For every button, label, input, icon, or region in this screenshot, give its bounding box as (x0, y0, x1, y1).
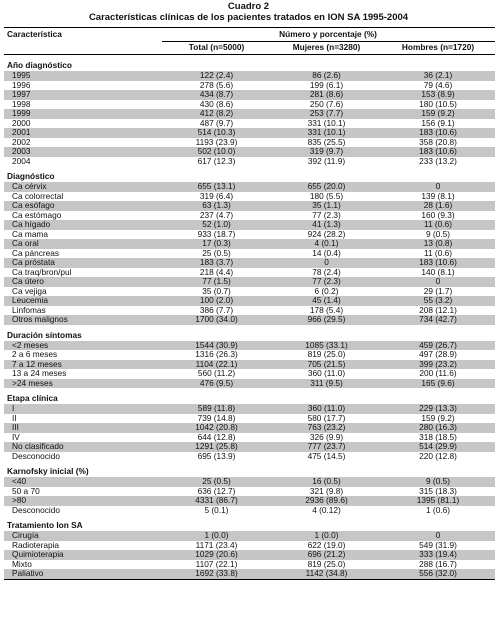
cell-men: 233 (13.2) (419, 156, 457, 166)
cell-women: 819 (25.0) (307, 559, 346, 569)
table-row (4, 147, 495, 157)
cell-total: 1544 (30.9) (162, 341, 272, 351)
row-label: 2003 (4, 147, 162, 157)
cell-men: 159 (9.2) (382, 109, 495, 119)
cell-men: 139 (8.1) (421, 191, 455, 201)
row-label: I (4, 404, 162, 414)
cell-women: 331 (10.1) (272, 128, 382, 138)
table-row (4, 487, 495, 497)
header-total: Total (n=5000) (162, 42, 272, 55)
cell-women: 331 (10.1) (307, 118, 346, 128)
table-row (4, 550, 495, 560)
section-header-row (4, 61, 495, 71)
cell-total: 1700 (34.0) (162, 315, 272, 325)
cell-women: 360 (11.0) (272, 404, 382, 414)
table-row (4, 296, 495, 306)
cell-men: 28 (1.6) (382, 201, 495, 211)
section-header-row (4, 467, 495, 477)
cell-women: 180 (5.5) (309, 191, 344, 201)
row-label: II (12, 413, 17, 423)
table-row (4, 360, 495, 370)
cell-total: 218 (4.4) (199, 267, 234, 277)
table-row (4, 433, 495, 443)
table-row (4, 220, 495, 230)
cell-total: 502 (10.0) (162, 147, 272, 157)
cell-women: 360 (11.0) (307, 369, 346, 378)
cell-men: 140 (8.1) (421, 267, 455, 277)
cell-women: 178 (5.4) (309, 305, 344, 315)
section-title: Duración síntomas (7, 330, 82, 340)
section-title: Tratamiento Ion SA (7, 521, 83, 531)
table-row (4, 90, 495, 100)
cell-women: 77 (2.3) (272, 277, 382, 287)
table-row (4, 496, 495, 506)
row-label: 50 a 70 (12, 486, 40, 496)
cell-total: 25 (0.5) (162, 477, 272, 487)
row-label: 2001 (4, 128, 162, 138)
cell-women: 319 (9.7) (272, 147, 382, 157)
cell-women: 199 (6.1) (309, 80, 344, 90)
cell-men: 280 (16.3) (382, 423, 495, 433)
table-row (4, 315, 495, 325)
table-title: Características clínicas de los pacientes tratados en ION SA 1995-2004 (88, 12, 409, 23)
cell-women: 475 (14.5) (307, 451, 346, 461)
row-label: Linfomas (12, 305, 46, 315)
cell-men: 36 (2.1) (382, 71, 495, 81)
cell-men: 514 (29.9) (382, 442, 495, 452)
cell-men: 556 (32.0) (382, 569, 495, 579)
row-label: No clasificado (4, 442, 162, 452)
cell-men: 159 (9.2) (421, 413, 455, 423)
cell-women: 763 (23.2) (272, 423, 382, 433)
cell-total: 644 (12.8) (197, 432, 236, 442)
cell-men: 0 (382, 531, 495, 541)
table-row (4, 369, 495, 379)
cell-women: 622 (19.0) (307, 540, 346, 550)
cell-women: 835 (25.5) (307, 137, 346, 147)
table-row (4, 211, 495, 221)
cell-men: 11 (0.6) (382, 220, 495, 230)
section-header-row (4, 521, 495, 531)
table-row (4, 230, 495, 240)
row-label: 1996 (12, 80, 31, 90)
row-label: <40 (4, 477, 162, 487)
cell-women: 45 (1.4) (272, 296, 382, 306)
table-row (4, 201, 495, 211)
row-label: Mixto (12, 559, 32, 569)
row-label: Otros malignos (4, 315, 162, 325)
cell-total: 430 (8.6) (199, 99, 234, 109)
cell-total: 35 (0.7) (202, 286, 231, 296)
table-row (4, 100, 495, 110)
cell-women: 819 (25.0) (307, 350, 346, 359)
cell-men: 549 (31.9) (419, 540, 457, 550)
cell-men: 399 (23.2) (382, 360, 495, 370)
cell-men: 29 (1.7) (423, 286, 453, 296)
table-row (4, 442, 495, 452)
cell-men: 165 (9.6) (382, 379, 495, 389)
table-row (4, 277, 495, 287)
table-row (4, 109, 495, 119)
table-row (4, 531, 495, 541)
cell-women: 41 (1.3) (272, 220, 382, 230)
cell-women: 78 (2.4) (312, 267, 341, 277)
section-title: Etapa clínica (7, 394, 58, 404)
header-men: Hombres (n=1720) (382, 42, 495, 55)
table-row (4, 287, 495, 297)
row-label: Cirugía (4, 531, 162, 541)
cell-men: 220 (12.8) (419, 451, 457, 461)
cell-total: 52 (1.0) (162, 220, 272, 230)
cell-total: 514 (10.3) (162, 128, 272, 138)
cell-women: 4 (0.1) (272, 239, 382, 249)
cell-women: 326 (9.9) (309, 432, 344, 442)
cell-men: 55 (3.2) (382, 296, 495, 306)
cell-women: 777 (23.7) (272, 442, 382, 452)
cell-total: 560 (11.2) (197, 369, 236, 378)
table-row (4, 404, 495, 414)
cell-women: 281 (8.6) (272, 90, 382, 100)
cell-women: 392 (11.9) (307, 156, 346, 166)
row-label: 13 a 24 meses (12, 369, 67, 378)
row-label: 2004 (12, 156, 31, 166)
table-row (4, 128, 495, 138)
row-label: 1999 (4, 109, 162, 119)
cell-total: 1316 (26.3) (195, 350, 238, 359)
cell-total: 1104 (22.1) (162, 360, 272, 370)
row-label: Ca vejiga (12, 286, 47, 296)
row-label: Ca páncreas (12, 248, 60, 258)
cell-men: 200 (11.6) (419, 369, 457, 378)
section-title: Diagnóstico (7, 172, 55, 182)
cell-total: 655 (13.1) (162, 182, 272, 192)
table-row (4, 560, 495, 570)
cell-women: 77 (2.3) (312, 210, 341, 220)
cell-women: 580 (17.7) (307, 413, 346, 423)
table-row (4, 249, 495, 259)
row-label: Ca próstata (4, 258, 162, 268)
cell-men: 79 (4.6) (423, 80, 453, 90)
table-row (4, 157, 495, 167)
row-label: 2002 (12, 137, 31, 147)
row-label: III (4, 423, 162, 433)
cell-total: 25 (0.5) (202, 248, 231, 258)
row-label: Ca esófago (4, 201, 162, 211)
cell-women: 1085 (33.1) (272, 341, 382, 351)
row-label: >80 (4, 496, 162, 506)
cell-women: 311 (9.5) (272, 379, 382, 389)
cell-total: 319 (6.4) (199, 191, 234, 201)
cell-women: 696 (21.2) (272, 550, 382, 560)
cell-total: 122 (2.4) (162, 71, 272, 81)
cell-total: 5 (0.1) (204, 505, 229, 515)
cell-total: 739 (14.8) (197, 413, 236, 423)
table-row (4, 258, 495, 268)
cell-men: 459 (26.7) (382, 341, 495, 351)
row-label: IV (12, 432, 20, 442)
row-label: 7 a 12 meses (4, 360, 162, 370)
cell-women: 2936 (89.6) (272, 496, 382, 506)
cell-total: 100 (2.0) (162, 296, 272, 306)
cell-men: 734 (42.7) (382, 315, 495, 325)
cell-men: 1395 (81.1) (382, 496, 495, 506)
table-row (4, 452, 495, 462)
cell-men: 13 (0.8) (382, 239, 495, 249)
cell-total: 1193 (23.9) (195, 137, 238, 147)
cell-men: 160 (9.3) (421, 210, 455, 220)
section-header-row (4, 331, 495, 341)
cell-total: 278 (5.6) (199, 80, 234, 90)
cell-total: 487 (9.7) (199, 118, 234, 128)
header-blank (4, 42, 162, 55)
header-group: Número y porcentaje (%) (162, 28, 495, 42)
section-header-row (4, 394, 495, 404)
table-row (4, 506, 495, 516)
table-row (4, 306, 495, 316)
cell-total: 636 (12.7) (197, 486, 236, 496)
cell-men: 0 (382, 182, 495, 192)
cell-total: 77 (1.5) (162, 277, 272, 287)
table-row (4, 119, 495, 129)
cell-total: 434 (8.7) (162, 90, 272, 100)
cell-total: 1291 (25.8) (162, 442, 272, 452)
section-title: Karnofsky inicial (%) (7, 467, 89, 477)
table-row (4, 192, 495, 202)
cell-women: 705 (21.5) (272, 360, 382, 370)
cell-women: 250 (7.6) (309, 99, 344, 109)
section-header-row (4, 172, 495, 182)
row-label: Ca traq/bron/pul (12, 267, 72, 277)
table-row (4, 423, 495, 433)
row-label: Leucemia (4, 296, 162, 306)
cell-total: 1 (0.0) (162, 531, 272, 541)
cell-women: 14 (0.4) (312, 248, 341, 258)
cell-women: 6 (0.2) (314, 286, 339, 296)
cell-women: 655 (20.0) (272, 182, 382, 192)
row-label: 1997 (4, 90, 162, 100)
row-label: <2 meses (4, 341, 162, 351)
row-label: Ca hígado (4, 220, 162, 230)
row-label: Desconocido (12, 451, 60, 461)
table-row (4, 569, 495, 579)
cell-men: 9 (0.5) (426, 229, 450, 239)
row-label: 2 a 6 meses (12, 350, 58, 359)
cell-men: 183 (10.6) (382, 258, 495, 268)
row-label: 2000 (12, 118, 31, 128)
cell-total: 1171 (23.4) (195, 540, 238, 550)
row-label: Ca estómago (12, 210, 62, 220)
header-characteristic: Característica (4, 28, 162, 42)
table-row (4, 414, 495, 424)
table-row (4, 477, 495, 487)
cell-women: 966 (29.5) (272, 315, 382, 325)
row-label: Radioterapia (12, 540, 60, 550)
cell-men: 183 (10.6) (382, 147, 495, 157)
table-row (4, 81, 495, 91)
cell-men: 11 (0.6) (424, 248, 452, 258)
cell-total: 1692 (33.8) (162, 569, 272, 579)
table-body (4, 55, 495, 580)
cell-men: 9 (0.5) (382, 477, 495, 487)
cell-women: 1 (0.0) (272, 531, 382, 541)
cell-total: 63 (1.3) (162, 201, 272, 211)
cell-total: 617 (12.3) (197, 156, 236, 166)
cell-total: 386 (7.7) (199, 305, 234, 315)
table-row (4, 268, 495, 278)
cell-men: 333 (19.4) (382, 550, 495, 560)
row-label: Quimioterapia (4, 550, 162, 560)
row-label: Ca cérvix (4, 182, 162, 192)
cell-women: 253 (7.7) (272, 109, 382, 119)
cell-men: 358 (20.8) (419, 137, 457, 147)
clinical-characteristics-table (4, 27, 495, 580)
table-row (4, 138, 495, 148)
cell-total: 589 (11.8) (162, 404, 272, 414)
cell-women: 924 (28.2) (307, 229, 346, 239)
cell-women: 1142 (34.8) (272, 569, 382, 579)
cell-men: 153 (8.9) (382, 90, 495, 100)
cell-women: 86 (2.6) (272, 71, 382, 81)
cell-men: 318 (18.5) (419, 432, 457, 442)
cell-men: 1 (0.6) (426, 505, 450, 515)
row-label: Paliativo (4, 569, 162, 579)
cell-total: 1107 (22.1) (195, 559, 238, 569)
cell-total: 17 (0.3) (162, 239, 272, 249)
cell-men: 0 (382, 277, 495, 287)
section-title: Año diagnóstico (7, 61, 72, 71)
cell-total: 237 (4.7) (199, 210, 234, 220)
cell-women: 16 (0.5) (272, 477, 382, 487)
cell-men: 497 (28.9) (419, 350, 457, 359)
cell-women: 321 (9.8) (309, 486, 344, 496)
table-number: Cuadro 2 (227, 1, 270, 12)
cell-men: 180 (10.5) (419, 99, 457, 109)
cell-total: 1029 (20.6) (162, 550, 272, 560)
cell-men: 288 (16.7) (419, 559, 457, 569)
cell-men: 183 (10.6) (382, 128, 495, 138)
table-row (4, 239, 495, 249)
cell-women: 35 (1.1) (272, 201, 382, 211)
row-label: Ca oral (4, 239, 162, 249)
table-row (4, 379, 495, 389)
cell-total: 695 (13.9) (197, 451, 236, 461)
cell-total: 476 (9.5) (162, 379, 272, 389)
cell-men: 229 (13.3) (382, 404, 495, 414)
table-row (4, 182, 495, 192)
row-label: Ca colorrectal (12, 191, 64, 201)
cell-men: 156 (9.1) (421, 118, 455, 128)
table-row (4, 541, 495, 551)
table-row (4, 341, 495, 351)
row-label: 1998 (12, 99, 31, 109)
cell-men: 315 (18.3) (419, 486, 457, 496)
table-row (4, 350, 495, 360)
table-row (4, 71, 495, 81)
row-label: Desconocido (12, 505, 60, 515)
cell-men: 208 (12.1) (419, 305, 457, 315)
cell-total: 183 (3.7) (162, 258, 272, 268)
cell-total: 1042 (20.8) (162, 423, 272, 433)
row-label: >24 meses (4, 379, 162, 389)
cell-total: 4331 (86.7) (162, 496, 272, 506)
cell-women: 4 (0.12) (312, 505, 341, 515)
row-label: Ca mama (12, 229, 48, 239)
cell-women: 0 (272, 258, 382, 268)
cell-total: 412 (8.2) (162, 109, 272, 119)
row-label: Ca útero (4, 277, 162, 287)
cell-total: 933 (18.7) (197, 229, 236, 239)
row-label: 1995 (4, 71, 162, 81)
header-women: Mujeres (n=3280) (272, 42, 382, 55)
